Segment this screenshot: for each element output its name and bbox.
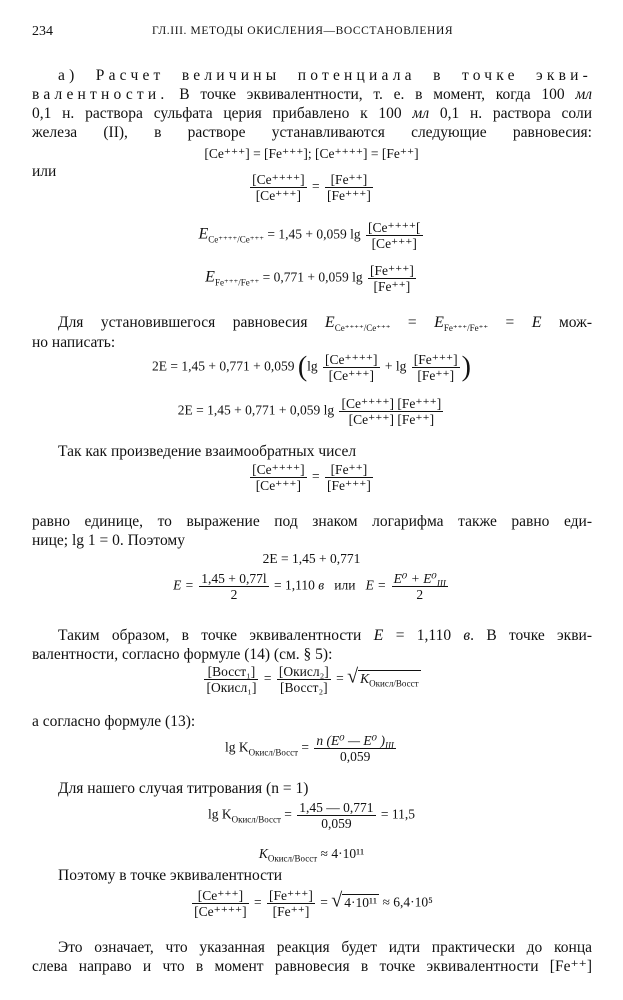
sqrt-sign: √ xyxy=(347,665,359,688)
equation-2: $\frac{[Ce^{++++}]}{[Ce^{+++}]}$ = $\frac{[Fe^{++}]}{[Fe^{+++}]}$ xyxy=(252,172,371,203)
eq9-or: или xyxy=(334,577,356,593)
eq10-den2: [Восст₂] xyxy=(279,680,328,695)
p2-sub2: Fe⁺⁺⁺/Fe⁺⁺ xyxy=(443,323,489,334)
eq5-lparen: ( xyxy=(297,351,308,383)
p1-line2 xyxy=(32,85,592,104)
word-ili: или xyxy=(32,163,57,180)
eq7-num1: [Ce⁺⁺⁺⁺] xyxy=(252,462,305,477)
p9-line2: слева направо и что в момент равновесия в точке эквивалентности [Fe⁺⁺] xyxy=(32,958,592,975)
eq11-nsub1: I xyxy=(384,740,388,751)
eq9-den2: 2 xyxy=(416,587,424,602)
p3-line: Так как произведение взаимообратных чисел xyxy=(58,443,357,460)
eq5-num2: [Fe⁺⁺⁺] xyxy=(413,352,458,367)
p2-e3: E xyxy=(531,314,542,331)
eq12-den: 0,059 xyxy=(321,816,352,831)
eq5-num1: [Ce⁺⁺⁺⁺] xyxy=(325,352,378,367)
p1-line4: железа (II), в растворе устанавливаются следующие равновесия: xyxy=(32,124,592,141)
eq9-unit: в xyxy=(318,577,325,593)
eq3-num: [Ce⁺⁺⁺⁺[ xyxy=(368,220,421,235)
p2-eq1: = xyxy=(390,314,435,331)
eq2-den2: [Fe⁺⁺⁺] xyxy=(327,188,371,203)
equation-13 xyxy=(0,846,623,862)
eq12-sub: Окисл/Восст xyxy=(231,814,281,825)
running-title: ГЛ.III. МЕТОДЫ ОКИСЛЕНИЯ—ВОССТАНОВЛЕНИЯ xyxy=(152,25,454,37)
eq4-den: [Fe⁺⁺] xyxy=(373,279,411,294)
eq13-val: ≈ 4·10¹¹ xyxy=(317,846,365,861)
eq14-num1: [Ce⁺⁺⁺] xyxy=(192,888,249,904)
p2-sub1: Ce⁺⁺⁺⁺/Ce⁺⁺⁺ xyxy=(334,323,391,334)
eq10-k: K xyxy=(360,670,370,686)
equation-8: 2E = 1,45 + 0,771 xyxy=(262,551,361,566)
eq3-rhs: = 1,45 + 0,059 lg xyxy=(264,226,364,242)
p5-end: . В точке экви- xyxy=(470,627,592,644)
equation-4 xyxy=(0,263,623,294)
eq4-num: [Fe⁺⁺⁺] xyxy=(369,263,414,278)
p5-a: Таким образом, в точке эквивалентности xyxy=(58,627,374,644)
eq10-ksub: Окисл/Восст xyxy=(369,678,419,689)
p5-line1 xyxy=(58,626,592,645)
eq6-num: [Ce⁺⁺⁺⁺] [Fe⁺⁺⁺] xyxy=(341,396,442,411)
p1-line3-a: 0,1 н. раствора сульфата церия прибавлено к 100 xyxy=(32,105,413,122)
eq2-den1: [Ce⁺⁺⁺] xyxy=(255,188,302,203)
eq11-lhs: lg K xyxy=(225,739,249,755)
eq3-sub: Ce⁺⁺⁺⁺/Ce⁺⁺⁺ xyxy=(208,234,265,245)
eq6-lhs: 2E = 1,45 + 0,771 + 0,059 lg xyxy=(177,402,338,418)
eq14-num2: [Fe⁺⁺⁺] xyxy=(269,888,313,903)
equation-3 xyxy=(0,220,623,251)
equation-12: $\lg K_{Окисл/Восст}$ = $\frac{1,45 — 0,771}{0,059}$ = 11,5 xyxy=(207,800,416,831)
eq9-sub1: I xyxy=(436,578,440,589)
eq5-lhs: 2E = 1,45 + 0,771 + 0,059 xyxy=(151,358,298,374)
eq12-val: = 11,5 xyxy=(377,806,416,822)
eq5-plus: + lg xyxy=(381,358,410,374)
p9-line1: Это означает, что указанная реакция будет идти практически до конца xyxy=(58,939,592,956)
p2-e1: E xyxy=(324,314,335,331)
eq11-den: 0,059 xyxy=(339,749,371,764)
eq9-num2 xyxy=(392,571,448,587)
eq11-nsub2: II xyxy=(387,740,394,751)
p1-line2-unit: мл xyxy=(575,86,592,103)
p4-line1: равно единице, то выражение под знаком логарифма также равно еди- xyxy=(32,513,592,530)
eq7-den1: [Ce⁺⁺⁺] xyxy=(255,478,302,493)
equation-6 xyxy=(0,396,623,427)
eq14-den1: [Ce⁺⁺⁺⁺] xyxy=(194,904,247,919)
eq5-den1: [Ce⁺⁺⁺] xyxy=(328,368,374,383)
eq9-num2-text: E⁰ + E⁰ xyxy=(393,571,437,586)
eq5-lg: lg xyxy=(307,358,322,374)
eq4-sub: Fe⁺⁺⁺/Fe⁺⁺ xyxy=(214,277,260,288)
equation-14: $\frac{[Ce^{+++}]}{[Ce^{++++}]}$ = $\frac{[Fe^{+++}]}{[Fe^{++}]}$ = √ 4·10¹¹ ≈ 6,4·10⁵ xyxy=(194,888,433,919)
p1-line3-unit: мл xyxy=(412,105,430,122)
eq13-k: K xyxy=(258,846,268,861)
p5-line2: валентности, согласно формуле (14) (см. § 5): xyxy=(32,646,333,663)
eq10-root xyxy=(358,670,420,687)
sqrt-sign-2: √ xyxy=(331,889,343,912)
eq9-val: = 1,110 xyxy=(270,577,319,593)
p2-eq2: = xyxy=(488,314,532,331)
equation-5 xyxy=(0,352,623,383)
p1-line3 xyxy=(32,104,592,123)
eq14-val: ≈ 6,4·10⁵ xyxy=(379,894,433,910)
eq3-den: [Ce⁺⁺⁺] xyxy=(371,236,417,251)
p1-line2-text: В точке эквивалентности, т. е. в момент, когда 100 xyxy=(168,86,576,103)
eq11-num xyxy=(314,733,396,749)
eq4-rhs: = 0,771 + 0,059 lg xyxy=(259,269,366,285)
p8-line: Поэтому в точке эквивалентности xyxy=(58,867,283,884)
eq10-num1: [Восст₁] xyxy=(204,664,258,680)
page-number: 234 xyxy=(32,24,53,39)
eq11-num-text: n (E⁰ — E⁰ ) xyxy=(316,733,385,748)
p2-end: мож- xyxy=(541,314,593,331)
eq13-ksub: Окисл/Восст xyxy=(267,853,318,864)
eq7-num2: [Fe⁺⁺] xyxy=(325,462,373,478)
p5-unit: в xyxy=(463,627,471,644)
p1-line1: а) Расчет величины потенциала в точке экви- xyxy=(58,67,592,84)
p5-e: E xyxy=(373,627,384,644)
eq2-num1: [Ce⁺⁺⁺⁺] xyxy=(252,172,305,187)
eq12-lhs: lg K xyxy=(207,806,232,822)
eq11-sub: Окисл/Восст xyxy=(248,747,298,758)
eq9-num: 1,45 + 0,77l xyxy=(201,571,267,586)
eq14-root: 4·10¹¹ xyxy=(344,894,378,910)
p6-line: а согласно формуле (13): xyxy=(32,713,196,730)
eq9-e2: E = xyxy=(365,577,390,593)
eq7-den2: [Fe⁺⁺⁺] xyxy=(327,478,371,493)
p5-val: = 1,110 xyxy=(383,627,464,644)
eq10-den1: [Окисл₁] xyxy=(206,680,257,695)
eq6-den: [Ce⁺⁺⁺] [Fe⁺⁺] xyxy=(348,412,435,427)
p2-line1 xyxy=(58,313,592,332)
p1-line3-c: 0,1 н. раствора соли xyxy=(429,105,592,122)
p2-line2: но написать: xyxy=(32,334,116,351)
eq5-rparen: ) xyxy=(461,351,471,383)
eq9-e: E = xyxy=(173,577,198,593)
p2-a: Для установившегося равновесия xyxy=(58,314,325,331)
eq14-den2: [Fe⁺⁺] xyxy=(272,904,310,919)
p2-e2: E xyxy=(434,314,444,331)
eq2-num2: [Fe⁺⁺] xyxy=(325,172,373,188)
equation-9 xyxy=(0,571,623,602)
equation-7: $\frac{[Ce^{++++}]}{[Ce^{+++}]}$ = $\frac{[Fe^{++}]}{[Fe^{+++}]}$ xyxy=(252,462,371,493)
eq9-sub2: II xyxy=(439,578,446,589)
eq12-num: 1,45 — 0,771 xyxy=(299,800,374,815)
p1-line2-spaced: валентности. xyxy=(32,86,169,103)
eq10-num2: [Окисл₂] xyxy=(278,664,329,679)
eq9-den: 2 xyxy=(230,587,238,602)
equation-1: [Ce⁺⁺⁺] = [Fe⁺⁺⁺]; [Ce⁺⁺⁺⁺] = [Fe⁺⁺] xyxy=(204,146,419,161)
eq3-e: E xyxy=(198,225,209,243)
eq5-den2: [Fe⁺⁺] xyxy=(417,368,455,383)
equation-10: $\frac{\text{[Восст₁]}}{\text{[Окисл₁]}}$ = $\frac{\text{[Окисл₂]}}{\text{[Восст₂]}}$ = √ $K_{Окисл/Восст}$ xyxy=(206,664,419,695)
eq4-e: E xyxy=(205,268,215,286)
p7-line: Для нашего случая титрования (n = 1) xyxy=(58,780,309,797)
p4-line2: нице; lg 1 = 0. Поэтому xyxy=(32,532,185,549)
equation-11: $\lg K_{Окисл/Восст}$ = $\frac{n (E^0 — E^0 )_{III}}{0,059}$ xyxy=(225,733,394,764)
